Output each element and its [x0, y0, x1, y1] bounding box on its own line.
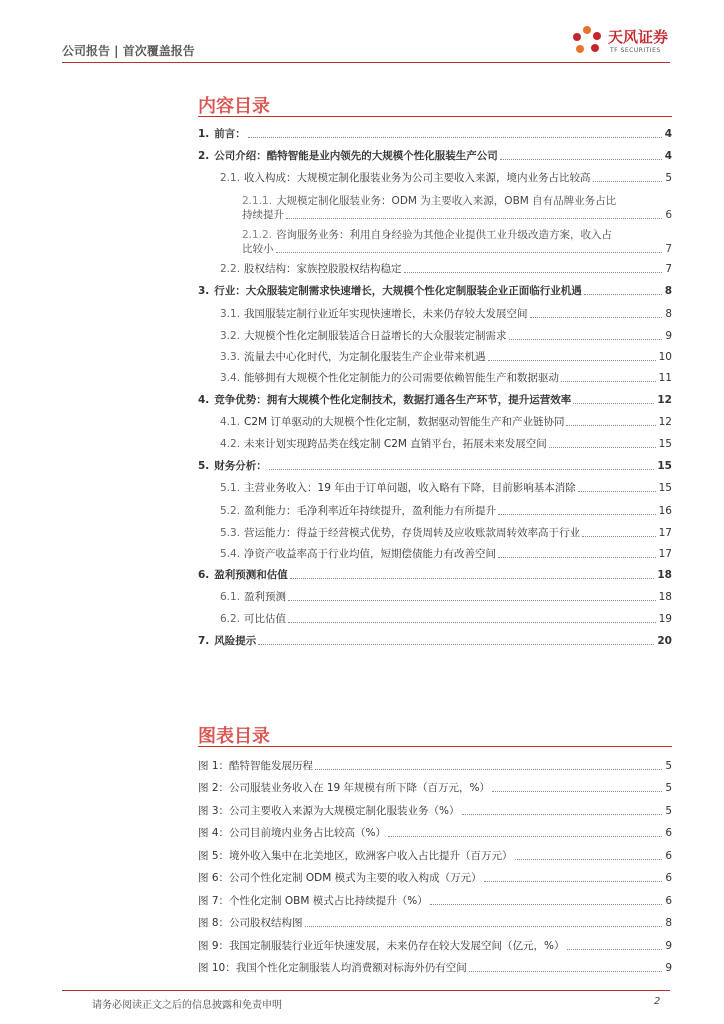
toc-entry-level2[interactable] [198, 416, 672, 429]
toc-entry-text: 风险提示 [214, 635, 257, 647]
figure-entry-page: 5 [665, 782, 672, 794]
toc-entry-number: 3.1. [220, 308, 241, 320]
figure-entry-page: 5 [665, 759, 672, 772]
figure-entry-page: 8 [665, 917, 672, 929]
toc-entry-number: 5.4. [220, 548, 241, 560]
leader-dots [404, 272, 663, 273]
toc-entry-page: 15 [658, 438, 672, 450]
figure-entry-text: 图 3：公司主要收入来源为大规模定制化服装业务（%） [198, 804, 460, 817]
figure-entry-text: 图 10：我国个性化定制服装人均消费额对标海外仍有空间 [198, 962, 467, 974]
toc-entry-level2[interactable] [198, 613, 672, 626]
toc-entry-text: 主营业务收入：19 年由于订单问题，收入略有下降，目前影响基本消除 [244, 482, 576, 494]
leader-dots [492, 791, 662, 792]
leader-dots [286, 218, 662, 219]
toc-entry-level2[interactable] [198, 372, 672, 385]
leader-dots [484, 881, 663, 882]
toc-entry-text: 盈利能力：毛净利率近年持续提升，盈利能力有所提升 [244, 505, 497, 517]
toc-entry-level2[interactable] [198, 263, 672, 276]
toc-entry-number: 2.1.2. [242, 229, 273, 241]
toc-entry-page: 18 [657, 569, 672, 581]
toc-entry-number: 2.1. [220, 172, 241, 184]
toc-entry-number: 5.3. [220, 527, 241, 539]
figure-entry[interactable] [198, 840, 672, 863]
toc-entry-text: 公司介绍：酷特智能是业内领先的大规模个性化服装生产公司 [214, 150, 498, 162]
toc-entry-level2[interactable] [198, 351, 672, 364]
toc-entry-level2[interactable] [198, 591, 672, 604]
leader-dots [430, 904, 663, 905]
toc-entry-number: 2.2. [220, 263, 241, 275]
figure-entry-text: 图 6：公司个性化定制 ODM 模式为主要的收入构成（万元） [198, 872, 482, 884]
leader-dots [388, 836, 662, 837]
figure-entry[interactable] [198, 863, 672, 886]
toc-entry-page: 17 [658, 548, 672, 560]
toc-entry-level2[interactable] [198, 308, 672, 321]
toc-entry-text: 收入构成：大规模定制化服装业务为公司主要收入来源，境内业务占比较高 [244, 172, 591, 184]
toc-entry-text: 财务分析： [214, 460, 267, 472]
leader-dots [288, 622, 656, 623]
toc-entry-text: 行业：大众服装定制需求快速增长，大规模个性化定制服装企业正面临行业机遇 [214, 285, 582, 297]
toc-entry-level2[interactable] [198, 527, 672, 540]
toc-entry-text: 大规模个性化定制服装适合日益增长的大众服装定制需求 [244, 330, 507, 342]
figure-entry-page: 6 [665, 872, 672, 884]
leader-dots [469, 971, 663, 972]
toc-entry-number: 6. [198, 569, 210, 581]
toc-entry-level3[interactable] [198, 194, 672, 222]
toc-entry-number: 4.1. [220, 416, 241, 428]
logo-chinese-name: 天风证券 [608, 28, 669, 46]
toc-entry-page: 8 [665, 308, 672, 320]
toc-entry-level2[interactable] [198, 330, 672, 343]
toc-entry-number: 4. [198, 394, 210, 406]
leader-dots [593, 181, 663, 182]
leader-dots [578, 491, 656, 492]
toc-entry-number: 3.4. [220, 372, 241, 384]
toc-entry-text: 流量去中心化时代，为定制化服装生产企业带来机遇 [244, 351, 486, 363]
figure-entry-text: 图 1：酷特智能发展历程 [198, 759, 314, 772]
leader-dots [573, 403, 654, 404]
toc-entry-text: 盈利预测和估值 [214, 569, 288, 581]
leader-dots [498, 557, 656, 558]
footer-divider [62, 990, 670, 991]
leader-dots [584, 294, 662, 295]
leader-dots [305, 926, 663, 927]
figure-entry[interactable] [198, 953, 672, 976]
leader-dots [462, 814, 663, 815]
company-logo [570, 22, 690, 62]
toc-entry-text-cont: 持续提升 [242, 209, 284, 221]
toc-entry-number: 4.2. [220, 438, 241, 450]
figure-entry-page: 5 [665, 804, 672, 817]
flower-logo-icon [570, 24, 604, 58]
figure-entry-text: 图 4：公司目前境内业务占比较高（%） [198, 827, 386, 839]
leader-dots [500, 159, 662, 160]
report-type-label: 公司报告 | 首次覆盖报告 [62, 44, 195, 58]
toc-entry-page: 10 [658, 351, 672, 363]
toc-entry-page: 8 [664, 285, 672, 297]
toc-entry-level1[interactable] [198, 394, 672, 407]
figure-entry[interactable] [198, 773, 672, 796]
toc-entry-page: 20 [657, 635, 672, 647]
toc-entry-page: 5 [665, 172, 672, 184]
leader-dots [276, 252, 663, 253]
toc-title: 内容目录 [198, 96, 270, 117]
figure-entry-page: 6 [665, 894, 672, 907]
toc-entry-number: 5.1. [220, 482, 241, 494]
toc-entry-text: 未来计划实现跨品类在线定制 C2M 直销平台，拓展未来发展空间 [244, 438, 547, 450]
toc-entry-page: 15 [658, 482, 672, 494]
leader-dots [567, 949, 663, 950]
figure-entry-page: 6 [665, 827, 672, 839]
toc-entry-page: 4 [664, 150, 672, 162]
toc-entry-text: 净资产收益率高于行业均值，短期偿债能力有改善空间 [244, 548, 497, 560]
leader-dots [269, 469, 655, 470]
figure-entry-text: 图 9：我国定制服装行业近年快速发展，未来仍存在较大发展空间（亿元，%） [198, 939, 565, 952]
toc-entry-text: 可比估值 [244, 613, 287, 625]
toc-entry-page: 18 [658, 591, 672, 603]
leader-dots [582, 536, 656, 537]
toc-entry-level2[interactable] [198, 172, 672, 185]
toc-entry-number: 6.1. [220, 591, 241, 603]
toc-entry-number: 3.3. [220, 351, 241, 363]
toc-entry-text: 营运能力：得益于经营模式优势，存货周转及应收账款周转效率高于行业 [244, 527, 581, 539]
toc-entry-page: 4 [664, 128, 672, 140]
toc-entry-level2[interactable] [198, 548, 672, 561]
leader-dots [258, 644, 654, 645]
figure-entry-text: 图 2：公司服装业务收入在 19 年规模有所下降（百万元，%） [198, 782, 491, 794]
toc-entry-page: 7 [665, 243, 672, 255]
toc-entry-level2[interactable] [198, 482, 672, 495]
figure-entry[interactable] [198, 750, 672, 773]
leader-dots [498, 514, 656, 515]
toc-entry-text-cont: 比较小 [242, 243, 274, 255]
toc-entry-page: 11 [658, 372, 672, 384]
leader-dots [561, 381, 656, 382]
toc-entry-number: 3. [198, 285, 210, 297]
toc-entry-level1[interactable] [198, 569, 672, 582]
toc-entry-text: 大规模定制化服装业务：ODM 为主要收入来源，OBM 自有品牌业务占比 [276, 195, 617, 207]
toc-entry-level1[interactable] [198, 460, 672, 473]
figure-entry-text: 图 7：个性化定制 OBM 模式占比持续提升（%） [198, 894, 428, 907]
toc-entry-number: 5. [198, 460, 210, 472]
leader-dots [288, 600, 656, 601]
toc-entry-level1[interactable] [198, 635, 672, 648]
logo-english-name: TF SECURITIES [610, 47, 661, 54]
figure-entry-text: 图 8：公司股权结构图 [198, 917, 303, 929]
header-divider [62, 62, 670, 63]
leader-dots [248, 137, 662, 138]
toc-entry-text: 股权结构：家族控股股权结构稳定 [244, 263, 402, 275]
toc-entry-text: 盈利预测 [244, 591, 287, 603]
list-of-figures [198, 750, 672, 975]
toc-entry-level1[interactable] [198, 285, 672, 298]
toc-entry-level2[interactable] [198, 505, 672, 518]
figure-entry-page: 6 [665, 849, 672, 862]
toc-entry-text: 竞争优势：拥有大规模个性化定制技术，数据打通各生产环节，提升运营效率 [214, 394, 572, 406]
leader-dots [549, 447, 656, 448]
toc-entry-number: 1. [198, 128, 210, 140]
leader-dots [315, 769, 662, 770]
toc-entry-level2[interactable] [198, 438, 672, 451]
toc-entry-page: 12 [658, 416, 672, 428]
leader-dots [515, 859, 663, 860]
page-header [0, 0, 724, 70]
toc-entry-page: 15 [657, 460, 672, 472]
toc-entry-level3[interactable] [198, 228, 672, 256]
toc-entry-page: 9 [665, 330, 672, 342]
toc-entry-page: 19 [658, 613, 672, 625]
toc-entry-text: 能够拥有大规模个性化定制能力的公司需要依赖智能生产和数据驱动 [244, 372, 560, 384]
figures-title-underline [198, 746, 672, 747]
toc-entry-number: 2. [198, 150, 210, 162]
toc-entry-page: 16 [658, 505, 672, 517]
toc-entry-number: 3.2. [220, 330, 241, 342]
leader-dots [290, 578, 655, 579]
toc-entry-text: 我国服装定制行业近年实现快速增长，未来仍存较大发展空间 [244, 308, 528, 320]
figure-entry-page: 9 [665, 939, 672, 952]
figure-entry[interactable] [198, 795, 672, 818]
figure-entry[interactable] [198, 930, 672, 953]
disclaimer-text: 请务必阅读正文之后的信息披露和免责申明 [92, 1000, 282, 1011]
figure-entry[interactable] [198, 885, 672, 908]
toc-entry-level1[interactable] [198, 128, 672, 141]
toc-entry-number: 6.2. [220, 613, 241, 625]
toc-entry-level1[interactable] [198, 150, 672, 163]
toc-entry-text: 咨询服务业务：利用自身经验为其他企业提供工业升级改造方案，收入占 [276, 229, 613, 241]
leader-dots [488, 360, 656, 361]
figure-entry[interactable] [198, 818, 672, 841]
toc-entry-page: 7 [665, 263, 672, 275]
toc-entry-page: 12 [657, 394, 672, 406]
figure-entry[interactable] [198, 908, 672, 931]
leader-dots [566, 425, 655, 426]
toc-title-underline [198, 116, 672, 117]
toc-entry-number: 5.2. [220, 505, 241, 517]
leader-dots [509, 339, 663, 340]
page-number: 2 [654, 996, 661, 1007]
toc-entry-page: 17 [658, 527, 672, 539]
leader-dots [530, 317, 663, 318]
toc-entry-text: C2M 订单驱动的大规模个性化定制，数据驱动智能生产和产业链协同 [244, 416, 565, 428]
figures-title: 图表目录 [198, 726, 270, 747]
toc-entry-page: 6 [665, 209, 672, 221]
toc-entry-number: 7. [198, 635, 210, 647]
toc-entry-text: 前言： [214, 128, 246, 140]
toc-entry-number: 2.1.1. [242, 195, 273, 207]
figure-entry-text: 图 5：境外收入集中在北美地区，欧洲客户收入占比提升（百万元） [198, 849, 513, 862]
figure-entry-page: 9 [665, 962, 672, 974]
